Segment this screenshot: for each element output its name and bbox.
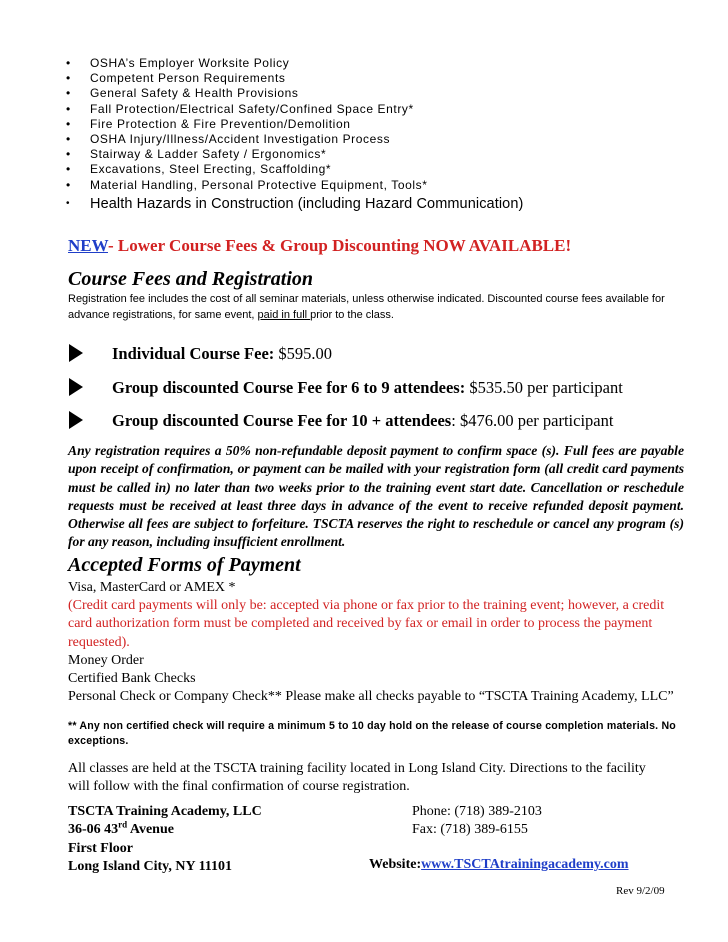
website-label: Website: <box>369 857 422 872</box>
bullet-marker: • <box>66 116 71 131</box>
fee-label: Individual Course Fee: <box>112 344 275 363</box>
fee-row-group-10-plus <box>68 409 688 433</box>
fee-text <box>112 376 623 400</box>
arrow-right-icon <box>69 344 83 362</box>
arrow-right-icon <box>69 411 83 429</box>
fee-row-group-6-9 <box>68 376 688 400</box>
list-item-text: Health Hazards in Construction (including Hazard Communication) <box>90 195 524 212</box>
bullet-marker: • <box>66 56 71 70</box>
bullet-marker: • <box>66 86 71 101</box>
list-item <box>66 194 686 214</box>
street-number: 36-06 43 <box>68 822 119 838</box>
announcement-text: - Lower Course Fees & Group Discounting NOW AVAILABLE! <box>108 236 572 255</box>
registration-note-text: Registration fee includes the cost of all seminar materials, unless otherwise indicated. Discounted course fees available for advance registrations, for same event, <box>68 293 665 321</box>
classes-location-note: All classes are held at the TSCTA training facility located in Long Island City. Directions to the facility will follow with the final confirmation of course registration. <box>68 761 646 795</box>
list-item-text: OSHA’s Employer Worksite Policy <box>90 56 290 70</box>
list-item-text: General Safety & Health Provisions <box>90 86 299 101</box>
arrow-right-icon <box>69 378 83 396</box>
list-item-text: Stairway & Ladder Safety / Ergonomics* <box>90 147 327 162</box>
company-name: TSCTA Training Academy, LLC <box>68 804 262 819</box>
fee-label: Group discounted Course Fee for 6 to 9 attendees: <box>112 378 466 397</box>
fee-row-individual <box>68 342 688 366</box>
list-item-text: OSHA Injury/Illness/Accident Investigation Process <box>90 131 391 146</box>
list-item-text: Fire Protection & Fire Prevention/Demolition <box>90 116 351 131</box>
phone-number: Phone: (718) 389-2103 <box>412 804 542 819</box>
course-fees-heading: Course Fees and Registration <box>68 268 314 290</box>
announcement <box>68 236 571 256</box>
payment-bank-checks: Certified Bank Checks <box>68 671 196 687</box>
bullet-marker: • <box>66 197 70 209</box>
paid-in-full-text: paid in full <box>257 308 311 321</box>
street-name: Avenue <box>127 822 174 838</box>
fax-number: Fax: (718) 389-6155 <box>412 822 528 838</box>
fee-amount: $535.50 per participant <box>465 378 623 397</box>
list-item <box>66 147 686 162</box>
payment-personal-check: Personal Check or Company Check** Please make all checks payable to “TSCTA Training Academy, LLC” <box>68 689 674 705</box>
list-item <box>66 56 686 71</box>
bullet-marker: • <box>66 177 71 192</box>
bullet-marker: • <box>66 147 71 162</box>
credit-card-note: (Credit card payments will only be: accepted via phone or fax prior to the training event; however, a credit card authorization form must be completed and received by fax or email in order to process the payment requested). <box>68 598 665 650</box>
payment-forms <box>68 579 688 706</box>
non-certified-check-note: ** Any non certified check will require a minimum 5 to 10 day hold on the release of course completion materials. No exceptions. <box>68 720 676 747</box>
payment-money-order: Money Order <box>68 652 144 668</box>
list-item <box>66 132 686 147</box>
bullet-marker: • <box>66 101 71 116</box>
registration-note <box>68 292 668 323</box>
list-item <box>66 178 686 193</box>
floor: First Floor <box>68 840 133 856</box>
website-link[interactable]: www.TSCTAtrainingacademy.com <box>421 857 629 872</box>
list-item-text: Excavations, Steel Erecting, Scaffolding* <box>90 162 332 177</box>
fee-amount: $595.00 <box>274 344 333 363</box>
contact-phone-fax <box>412 803 542 840</box>
bullet-marker: • <box>66 162 71 177</box>
registration-note-end: prior to the class. <box>310 308 394 321</box>
bullet-marker: • <box>66 71 71 86</box>
payment-heading: Accepted Forms of Payment <box>68 554 301 576</box>
list-item <box>66 117 686 132</box>
list-item-text: Competent Person Requirements <box>90 71 286 86</box>
payment-cards: Visa, MasterCard or AMEX * <box>68 580 236 595</box>
street-address <box>68 821 262 839</box>
city-state-zip: Long Island City, NY 11101 <box>68 858 233 874</box>
contact-address <box>68 803 262 876</box>
list-item <box>66 102 686 117</box>
list-item <box>66 162 686 177</box>
street-suffix: rd <box>118 819 128 830</box>
registration-policy: Any registration requires a 50% non-refundable deposit payment to confirm space (s). Full fees are payable upon receipt of confirmation, or payment can be mailed with your registration form (all credit card payments must be called in) no later than two weeks prior to the training event start date. Cancellation or reschedule requests must be received at least three days in advance of the event to receive refunded deposit payment. Otherwise all fees are subject to forfeiture. TSCTA reserves the right to reschedule or cancel any program (s) for any reason, including insufficient enrollment. <box>68 443 684 550</box>
list-item-text: Fall Protection/Electrical Safety/Confined Space Entry* <box>90 101 414 116</box>
list-item <box>66 86 686 101</box>
list-item <box>66 71 686 86</box>
bullet-marker: • <box>66 131 71 146</box>
fee-text <box>112 342 332 366</box>
fee-text <box>112 409 613 433</box>
revision-date: Rev 9/2/09 <box>616 885 665 897</box>
list-item-text: Material Handling, Personal Protective Equipment, Tools* <box>90 177 428 192</box>
fee-amount: : $476.00 per participant <box>451 411 614 430</box>
topic-list <box>66 56 686 214</box>
new-label: NEW <box>68 236 108 255</box>
website <box>369 857 629 873</box>
fee-label: Group discounted Course Fee for 10 + attendees <box>112 411 452 430</box>
